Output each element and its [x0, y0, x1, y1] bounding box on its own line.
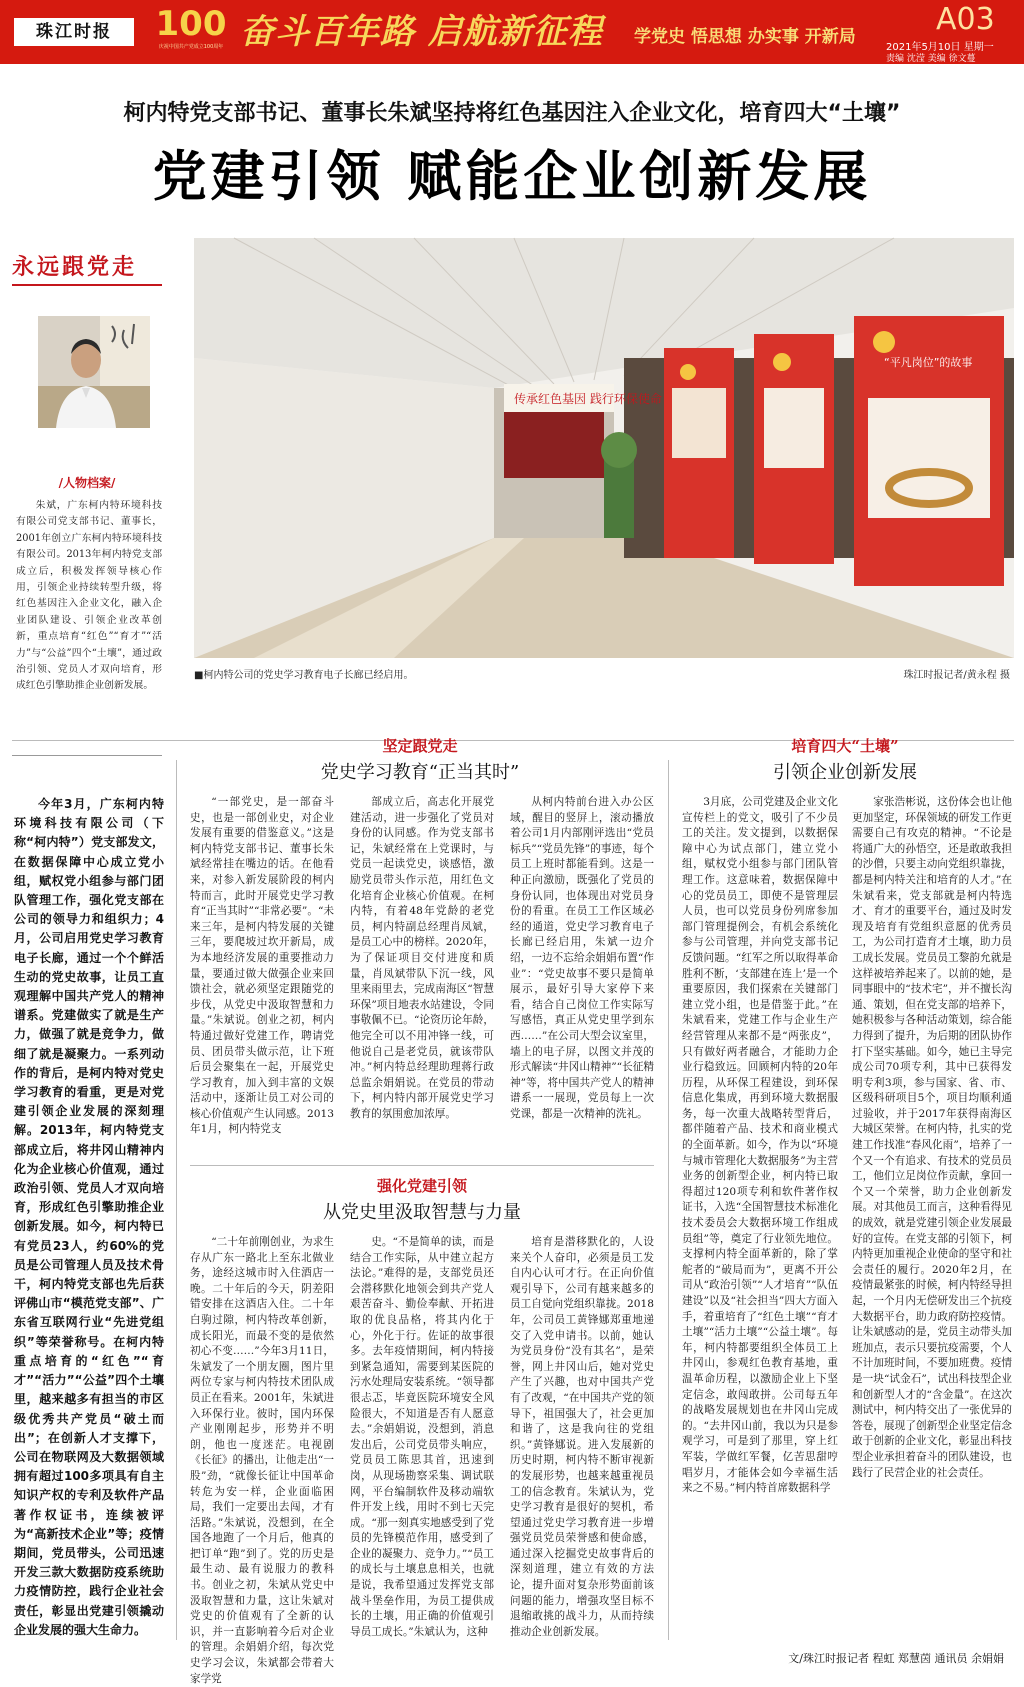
article-byline: 文/珠江时报记者 程虹 郑慧茵 通讯员 余娟娟	[788, 1652, 1004, 1665]
photo-banner-2: “平凡岗位”的故事	[884, 356, 973, 369]
issue-date: 2021年5月10日 星期一	[886, 42, 994, 53]
profile-bio: 朱斌，广东柯内特环境科技有限公司党支部书记、董事长，2001年创立广东柯内特环境科技有限公司。2013年柯内特党支部成立后，积极发挥领导核心作用，引领企业持续转型升级，将红色基因注入企业文化，融入企业团队建设、引领企业改革创新，重点培育“红色”“育才”“活力”与“公益”四个“土壤”，通过政治引领、党员人才双向培育，形成红色引擎助推企业创新发展。	[16, 500, 162, 692]
section-1-subtitle: 党史学习教育“正当其时”	[320, 762, 520, 783]
article-headline: 党建引领 赋能企业创新发展	[152, 145, 872, 208]
text-col-c-top: 从柯内特前台进入办公区域，醒目的竖屏上，滚动播放着公司1月内部刚评选出“党员标兵”“党员先锋”的事迹，每个员工上班时都能看到。这是一种正向激励，既强化了党员的身份认同，也体现出对党员身份的看重。在员工工作区域必经的通道，党史学习教育电子长廊已经启用，朱斌一边介绍，一边不忘给余娟娟布置“作业”：“党史故事不要只是简单展示，最好引导大家停下来看，结合自己岗位工作实际写写感悟，真正从党史里学到东西……”在公司大型会议室里，墙上的电子屏，以图文并茂的形式解读“井冈山精神”“长征精神”等，将中国共产党人的精神谱系一一展现，党员每上一次党课，都是一次精神的洗礼。	[510, 796, 654, 1120]
section-2-subtitle: 引领企业创新发展	[773, 762, 917, 783]
text-col-e: 家张浩彬说，这份体会也让他更加坚定，环保领域的研发工作更需要自己有攻克的精神。“不论是将通广大的孙悟空，还是敢敢我担的沙僧，只要主动向党组织靠拢，都是柯内特关注和培育的人才。”在朱斌看来，党支部就是柯内特选才、育才的重要平台，通过及时发现及培育有党组织意愿的优秀员工，为公司打造育才土壤，助力员工成长发展。党员员工黎韵允就是这样被培养起来了。以前的她，是同事眼中的“技术宅”，并不擅长沟通、策划，但在党支部的培养下，她积极参与各种活动策划，综合能力得到了提升，为后期的团队协作打下坚实基础。如今，她已主导完成公司70项专利，其中已获得发明专利3项，参与国家、省、市、区级科研项目5个，项目均顺利通过验收，并于2017年获得南海区大城区荣誉。在柯内特，扎实的党建工作找准“春风化雨”，培养了一个又一个有追求、有技术的党员员工，他们立足岗位作贡献，拿回一个又一个荣誉，助力企业创新发展。对其他员工而言，这种看得见的成效，就是党建引领企业发展最好的宣传。在党支部的引领下，柯内特更加重视企业使命的坚守和社会责任的履行。2020年2月，在疫情最紧张的时候，柯内特经导担起，一个月内无偿研发出三个抗疫大数据平台，助力政府防控疫情。让朱斌感动的是，党员主动带头加班加点，表示只要抗疫需要，个人不计加班时间，不要加班费。疫情是一块“试金石”，试出科技型企业和创新型人才的“含金量”。在这次测试中，柯内特交出了一张优异的答卷，展现了创新型企业坚定信念敢于创新的企业文化，彰显出科技型企业承担着奋斗的团队建设，也践行了民营企业的社会责任。	[852, 796, 1012, 1479]
sidebar-divider	[12, 284, 162, 286]
article-kicker: 柯内特党支部书记、董事长朱斌坚持将红色基因注入企业文化，培育四大“土壤”	[123, 101, 901, 126]
editor-credit: 责编 沈滢 美编 徐文蔓	[886, 54, 976, 64]
text-col-d: 3月底，公司党建及企业文化宣传栏上的党文，吸引了不少员工的关注。发文提到，以数据保障中心为试点部门，建立党小组，赋权党小组参与部门团队管理工作。这意味着，数据保障中心的党员员工，即使不是管理层人员，也可以党员身份列席参加部门管理提例会，有机会系统化参与公司管理，并向党支部书记反馈问题。“红军之所以取得革命胜利不断，‘支部建在连上’是一个重要原因，我们探索在关键部门建立党小组，也是借鉴于此。”在朱斌看来，党建工作与企业生产经营管理从来都不是“两张皮”，只有做好两者融合，才能助力企业行稳致远。回顾柯内特的20年历程，从环保工程建设，到环保信息化集成，再到环境大数据服务，每一次重大战略转型背后，都伴随着产品、技术和商业模式的全面革新。如今，作为以“环境与城市管理化大数据服务”为主营业务的创新型企业，柯内特已取得超过120项专利和软件著作权证书，入选“全国智慧技术标准化技术委员会大数据环境工作组成员组”等，奠定了行业领先地位。支撑柯内特全面革新的，除了掌舵者的“破局而为”，更离不开公司从“政治引领”“人才培育”“队伍建设”以及“社会担当”四大方面入手，着重培育了“红色土壤”“育才土壤”“活力土壤”“公益土壤”。每年，柯内特都要组织全体员工上井冈山，参观红色教育基地，重温革命历程，以激励企业上下坚定信念，敢闯敢拼。公司每五年的战略发展规划也在井冈山完成的。“去井冈山前，我以为只是参观学习，可是到了那里，穿上红军装，学做红军餐，亿苦思甜哼唱岁月，才能体会如今幸福生活来之不易。”柯内特首席数据科学	[682, 796, 838, 1495]
profile-label: /人物档案/	[58, 476, 116, 490]
photo-credit: 珠江时报记者/黄永程 摄	[903, 670, 1010, 681]
sidebar-bottom-rule	[12, 755, 162, 756]
section-2-title: 培育四大“土壤”	[791, 737, 899, 755]
sidebar-title: 永远跟党走	[12, 254, 138, 280]
portrait-photo	[38, 316, 150, 428]
page-number: A03	[936, 2, 995, 37]
logo-number: 100	[155, 4, 227, 44]
photo-banner-1: 传承红色基因 践行环保使命	[514, 392, 662, 406]
logo-caption: 庆祝中国共产党成立100周年	[158, 44, 224, 50]
intro-column	[14, 795, 164, 1637]
corridor-photo	[194, 238, 1014, 658]
newspaper-name: 珠江时报	[14, 18, 134, 46]
corridor-illustration	[194, 238, 1014, 658]
photo-caption: ■柯内特公司的党史学习教育电子长廊已经启用。	[194, 670, 414, 681]
text-col-c-bottom: 培育是潜移默化的，人设来关个人奋印，必须是员工发自内心认可才行。在正向价值观引导下，公司有越来越多的员工自觉向党组织靠拢。2018年，公司员工黄锋娜郑重地递交了入党申请书。以前，她认为党员身份“没有其名”，是荣誉，网上井冈山后，她对党史产生了兴趣，也对中国共产党有了改观，“在中国共产党的领导下，祖国强大了，社会更加和谐了，这是我向往的党组织。”黄锋娜说。进入发展新的历史时期，柯内特不断审视新的发展形势，也越来越重视员工的信念教育。朱斌认为，党史学习教育是很好的契机，希望通过党史学习教育进一步增强党员党员荣誉感和使命感，通过深入挖掘党史故事背后的深刻道理，建立有效的方法论，提升面对复杂形势面前该问题的能力，增强攻坚目标不退缩敢挑的战斗力，从而持续推动企业创新发展。	[510, 1236, 654, 1638]
text-col-a-top: “一部党史，是一部奋斗史，也是一部创业史，对企业发展有重要的借鉴意义。”这是柯内特党支部书记、董事长朱斌经常挂在嘴边的话。在他看来，对参入新发展阶段的柯内特而言，此时开展党史学习教育“正当其时”“非常必要”。“未来三年，是柯内特发展的关键三年，要爬坡过坎开新局，成为本地经济发展的重要推动力量，要通过做大做强企业来回馈社会，就必须坚定跟随党的步伐，从党史中汲取智慧和力量。”朱斌说。创业之初，柯内特通过做好党建工作，聘请党员、团员带头做示范，让下班后员会聚集在一起，开展党史学习教育，加入到丰富的文娱活动中，逐渐让员工对公司的核心价值观产生认同感。2013年1月，柯内特党支	[190, 796, 334, 1136]
header-slogan: 奋斗百年路 启航新征程	[240, 12, 603, 52]
section-3-subtitle: 从党史里汲取智慧与力量	[323, 1202, 521, 1223]
portrait-illustration	[38, 316, 150, 428]
column-rule	[668, 760, 669, 1640]
column-rule	[176, 760, 177, 1640]
centenary-logo	[152, 4, 230, 60]
header-subslogan: 学党史 悟思想 办实事 开新局	[634, 27, 856, 47]
section-3-title: 强化党建引领	[376, 1177, 467, 1195]
intro-text: 今年3月，广东柯内特环境科技有限公司（下称“柯内特”）党支部发文，在数据保障中心成立党小组，赋权党小组参与部门团队管理工作，强化党支部在公司的领导力和组织力；4月，公司启用党史学习教育电子长廊，通过一个个鲜活生动的党史故事，让员工直观理解中国共产党人的精神谱系。党建做实了就是生产力，做强了就是竞争力，做细了就是凝聚力。一系列动作的背后，是柯内特对党史学习教育的看重，更是对党建引领企业发展的深刻理解。2013年，柯内特党支部成立后，将井冈山精神内化为企业核心价值观，通过政治引领、党员人才双向培育，形成红色引擎助推企业创新发展。如今，柯内特已有党员23人，约60%的党员是公司管理人员及技术骨干，柯内特党支部也先后获评佛山市“模范党支部”、广东省互联网行业“先进党组织”等荣誉称号。在柯内特重点培育的“红色”“育才”“活力”“公益”四个土壤里，越来越多有担当的市区级优秀共产党员“破土而出”；在创新人才支撑下，公司在物联网及大数据领域拥有超过100多项具有自主知识产权的专利及软件产品著作权证书，连续被评为“高新技术企业”等；疫情期间，党员带头，公司迅速开发三款大数据防疫系统助力疫情防控，践行企业社会责任，彰显出党建引领撬动企业发展的强大生命力。	[14, 797, 164, 1637]
text-col-b-top: 部成立后，高志化开展党建活动，进一步强化了党员对身份的认同感。作为党支部书记，朱斌经常在上党课时，与党员一起读党史，谈感悟，激励党员带头作示范，用红色文化培育企业核心价值观。在柯内特，有着48年党龄的老党员，柯内特副总经理肖凤斌，是员工心中的榜样。2020年，为了保证项目交付进度和质量，肖凤斌带队下沉一线，风里来雨里去，完成南海区“智慧环保”项目地表水站建设，令同事敬佩不已。“论资历论年龄，他完全可以不用冲锋一线，可他说自己是老党员，就该带队冲。”柯内特总经理助理蒋行政总监余娟娟说。在党员的带动下，柯内特内部开展党史学习教育的氛围愈加浓厚。	[350, 796, 494, 1120]
text-col-b-bottom: 史。“不是简单的读，而是结合工作实际，从中建立起方法论。”难得的是，支部党员还会潜移默化地领会到共产党人艰苦奋斗、勤俭奉献、开拓进取的优良品格，将其内化于心，外化于行。佐证的故事很多。去年疫情期间，柯内特接到紧急通知，需要到某医院的污水处理局安装系统。“领导都很忐忑，毕竟医院环境安全风险很大，不知道是否有人愿意去。”余娟娟说，没想到，消息发出后，公司党员带头响应，党员员工陈思其首，迅速到岗，从现场勘察采集、调试联网，平台编制软件及移动端软件开发上线，用时不到七天完成。“那一刻真实地感受到了党员的先锋模范作用，感受到了企业的凝聚力、竞争力。”“员工的成长与土壤息息相关，也就是说，我希望通过发挥党支部战斗堡垒作用，为员工提供成长的土壤，用正确的价值观引导员工成长。”朱斌认为，这种	[350, 1236, 494, 1638]
page-header	[0, 0, 1024, 64]
text-col-a-bottom: “二十年前刚创业，为求生存从广东一路北上至东北做业务，途经这城市时入住酒店一晚。二十年后的今天，阴差阳错安排在这酒店入住。二十年白驹过隙，柯内特改革创新，成长阳光，而最不变的是依然初心不变……”今年3月11日，朱斌发了一个朋友圈，图片里两位专家与柯内特技术团队成员正在看来。2001年，朱斌进入环保行业。彼时，国内环保产业刚刚起步，形势并不明朗，他也一度迷茫。电视剧《长征》的播出，让他走出“一股”劲，“就像长征让中国革命转危为安一样，企业面临困局，我们一定要出去闯，才有活路。”朱斌说，没想到，在全国各地跑了一个月后，他真的把订单“跑”到了。党的历史是最生动、最有说服力的教科书。创业之初，朱斌从党史中汲取智慧和力量，这让朱斌对党史的价值观有了全新的认识，并一直影响着今后对企业的管理。余娟娟介绍，每次党史学习会议，朱斌都会带着大家学党	[190, 1236, 334, 1685]
section-3-rule	[190, 1165, 654, 1166]
section-1-title: 坚定跟党走	[382, 737, 458, 755]
